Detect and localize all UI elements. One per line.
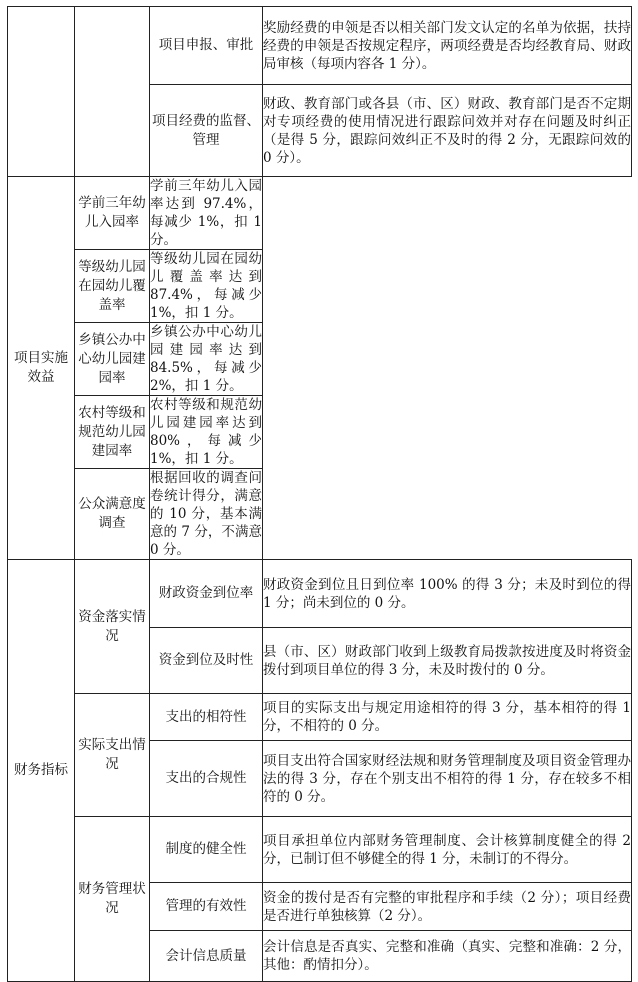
criteria-cell: 财政、教育部门或各县（市、区）财政、教育部门是否不定期对专项经费的使用情况进行跟踪问效并对存在问题及时纠正（是得 5 分，跟踪问效纠正不及时的得 2 分，无跟踪问效的 0 分）。 [263, 85, 632, 177]
table-row [8, 817, 632, 883]
criteria-cell: 项目支出符合国家财经法规和财务管理制度及项目资金管理办法的得 3 分，存在个别支出不相符的得 1 分，存在较多不相符的 0 分。 [263, 741, 632, 817]
criteria-cell: 县（市、区）财政部门收到上级教育局拨款按进度及时将资金拨付到项目单位的得 3 分，未及时拨付的 0 分。 [263, 628, 632, 694]
item-cell: 财政资金到位率 [150, 560, 263, 628]
criteria-cell: 资金的拨付是否有完整的审批程序和手续（2 分）；项目经费是否进行单独核算（2 分）。 [263, 883, 632, 931]
subcategory-cell: 实际支出情况 [75, 694, 150, 817]
subcategory-cell: 财务管理状况 [75, 817, 150, 982]
item-cell: 制度的健全性 [150, 817, 263, 883]
criteria-cell: 会计信息是否真实、完整和准确（真实、完整和准确：2 分，其他：酌情扣分）。 [263, 931, 632, 982]
item-cell: 乡镇公办中心幼儿园建园率 [75, 323, 150, 396]
criteria-cell: 农村等级和规范幼儿园建园率达到 80%，每减少 1%，扣 1 分。 [150, 397, 262, 467]
table-row [8, 250, 632, 323]
item-cell: 支出的相符性 [150, 694, 263, 741]
table-row [8, 694, 632, 741]
criteria-cell: 项目承担单位内部财务管理制度、会计核算制度健全的得 2 分，已制订但不够健全的得 1 分，未制订的不得分。 [263, 817, 632, 883]
criteria-cell: 财政资金到位且日到位率 100% 的得 3 分；未及时到位的得 1 分；尚未到位的 0 分。 [263, 560, 632, 628]
table-row [8, 469, 632, 560]
table-row [8, 396, 632, 469]
item-cell: 等级幼儿园在园幼儿覆盖率 [75, 250, 150, 323]
evaluation-table [7, 6, 632, 982]
table-row [8, 323, 632, 396]
item-cell: 支出的合规性 [150, 741, 263, 817]
item-cell: 管理的有效性 [150, 883, 263, 931]
item-cell: 资金到位及时性 [150, 628, 263, 694]
table-row [8, 560, 632, 628]
subcategory-cell: 资金落实情况 [75, 560, 150, 694]
item-cell: 项目申报、审批 [150, 7, 263, 85]
table-row [8, 177, 632, 250]
criteria-cell: 根据回收的调查问卷统计得分，满意的 10 分，基本满意的 7 分，不满意 0 分。 [150, 470, 262, 558]
table-row [8, 7, 632, 85]
criteria-cell: 乡镇公办中心幼儿园建园率达到 84.5%，每减少 2%，扣 1 分。 [150, 324, 262, 394]
item-cell: 会计信息质量 [150, 931, 263, 982]
category-cell: 财务指标 [8, 560, 75, 982]
item-cell: 公众满意度调查 [75, 469, 150, 560]
item-cell: 项目经费的监督、管理 [150, 85, 263, 177]
subcategory-cell [75, 7, 150, 177]
subcategory-cell: 项目实施效益 [8, 177, 75, 560]
category-cell [8, 7, 75, 177]
item-cell: 农村等级和规范幼儿园建园率 [75, 396, 150, 469]
criteria-cell: 项目的实际支出与规定用途相符的得 3 分，基本相符的得 1 分，不相符的 0 分。 [263, 694, 632, 741]
criteria-cell: 奖励经费的申领是否以相关部门发文认定的名单为依据，扶持经费的申领是否按规定程序，两项经费是否均经教育局、财政局审核（每项内容各 1 分）。 [263, 7, 632, 85]
criteria-cell: 学前三年幼儿入园率达到 97.4%，每减少 1%，扣 1 分。 [150, 178, 262, 248]
item-cell: 学前三年幼儿入园率 [75, 177, 150, 250]
criteria-cell: 等级幼儿园在园幼儿覆盖率达到 87.4%，每减少 1%，扣 1 分。 [150, 251, 262, 321]
